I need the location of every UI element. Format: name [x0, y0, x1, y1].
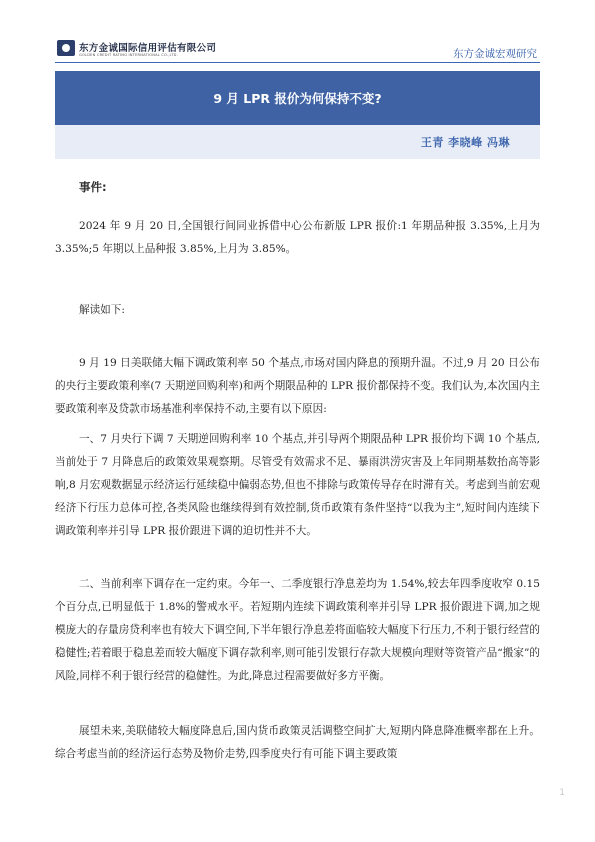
report-title-banner: [55, 71, 540, 125]
header-section-label: 东方金诚宏观研究: [453, 48, 537, 60]
paragraph-reason-two: 二、当前利率下调存在一定约束。今年一、二季度银行净息差均为 1.54%,较去年四季度收窄 0.15 个百分点,已明显低于 1.8%的警戒水平。若短期内连续下调政策利率并引导 LPR 报价跟进下调,加之规模庞大的存量房贷利率也有较大下调空间,下半年银行净息差将面临较大幅度下行压力,不利于银行经营的稳健性;若着眼于稳息差而较大幅度下调存款利率,则可能引发银行存款大规模向理财等资管产品“搬家”的风险,同样不利于银行经营的稳健性。为此,降息过程需要做好多方平衡。: [55, 578, 540, 682]
page-header: [0, 0, 595, 70]
interpretation-heading: 解读如下:: [79, 304, 125, 316]
paragraph-background: 9 月 19 日美联储大幅下调政策利率 50 个基点,市场对国内降息的预期升温。不过,9 月 20 日公布的央行主要政策利率(7 天期逆回购利率)和两个期限品种的 LPR 报价都保持不变。我们认为,本次国内主要政策利率及贷款市场基准利率保持不动,主要有以下原因:: [55, 357, 540, 415]
header-divider: [55, 62, 540, 63]
paragraph-outlook: 展望未来,美联储较大幅度降息后,国内货币政策灵活调整空间扩大,短期内降息降准概率都在上升。综合考虑当前的经济运行态势及物价走势,四季度央行有可能下调主要政策: [55, 725, 540, 760]
report-title: 9 月 LPR 报价为何保持不变?: [213, 91, 382, 106]
event-paragraph: 2024 年 9 月 20 日,全国银行间同业拆借中心公布新版 LPR 报价:1 年期品种报 3.35%,上月为 3.35%;5 年期以上品种报 3.85%,上月为 3.85%。: [55, 220, 540, 255]
report-authors: 王青 李晓峰 冯琳: [420, 136, 510, 149]
event-heading: 事件:: [79, 180, 107, 194]
paragraph-reason-one: 一、7 月央行下调 7 天期逆回购利率 10 个基点,并引导两个期限品种 LPR 报价均下调 10 个基点,当前处于 7 月降息后的政策效果观察期。尽管受有效需求不足、暴雨洪涝灾害及上年同期基数抬高等影响,8 月宏观数据显示经济运行延续稳中偏弱态势,但也不排除与政策传导存在时滞有关。考虑到当前宏观经济下行压力总体可控,各类风险也继续得到有效控制,货币政策有条件坚持“以我为主”,短时间内连续下调政策利率并引导 LPR 报价跟进下调的迫切性并不大。: [55, 433, 540, 537]
authors-banner: [55, 125, 540, 159]
page-number: 1: [559, 788, 565, 798]
company-name-cn: 东方金诚国际信用评估有限公司: [79, 43, 217, 54]
company-name-en: GOLDEN CREDIT RATING INTERNATIONAL CO.,LTD.: [79, 53, 178, 57]
company-logo-icon: [57, 40, 75, 56]
